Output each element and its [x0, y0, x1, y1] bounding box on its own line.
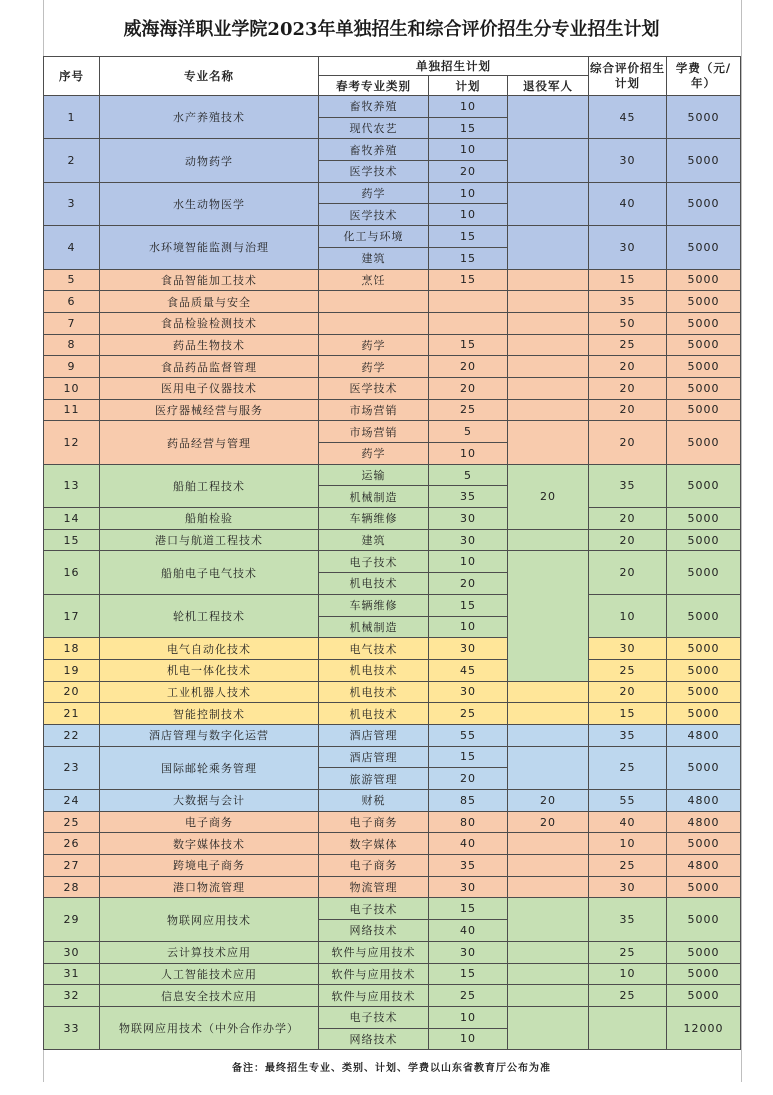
- cell-major-name: 电气自动化技术: [100, 638, 319, 660]
- cell-major-name: 人工智能技术应用: [100, 963, 319, 985]
- cell-category: 畜牧养殖: [319, 139, 429, 161]
- cell-fee: 5000: [667, 377, 741, 399]
- cell-major-name: 电子商务: [100, 811, 319, 833]
- cell-plan: 35: [429, 855, 508, 877]
- cell-plan: 15: [429, 594, 508, 616]
- table-row: [44, 898, 741, 920]
- table-row: [44, 312, 741, 334]
- cell-plan: 80: [429, 811, 508, 833]
- cell-category: [319, 312, 429, 334]
- cell-major-name: 国际邮轮乘务管理: [100, 746, 319, 789]
- cell-comprehensive: 30: [589, 876, 667, 898]
- cell-comprehensive: 35: [589, 464, 667, 507]
- cell-plan: 25: [429, 399, 508, 421]
- cell-major-name: 信息安全技术应用: [100, 985, 319, 1007]
- cell-comprehensive: 25: [589, 334, 667, 356]
- cell-fee: 5000: [667, 898, 741, 941]
- table-row: [44, 182, 741, 204]
- cell-veteran: 20: [508, 811, 589, 833]
- table-row: [44, 377, 741, 399]
- cell-major-name: 大数据与会计: [100, 790, 319, 812]
- cell-fee: 5000: [667, 746, 741, 789]
- cell-major-name: 水产养殖技术: [100, 96, 319, 139]
- cell-category: 电子商务: [319, 811, 429, 833]
- cell-fee: 4800: [667, 811, 741, 833]
- cell-major-name: 水环境智能监测与治理: [100, 226, 319, 269]
- cell-veteran: [508, 96, 589, 139]
- cell-no: 4: [44, 226, 100, 269]
- header-fee: 学费（元/年）: [667, 57, 741, 96]
- cell-plan: 10: [429, 139, 508, 161]
- table-row: [44, 855, 741, 877]
- cell-major-name: 工业机器人技术: [100, 681, 319, 703]
- table-row: [44, 464, 741, 486]
- table-row: [44, 508, 741, 530]
- cell-comprehensive: 35: [589, 291, 667, 313]
- cell-fee: 5000: [667, 551, 741, 594]
- table-row: [44, 96, 741, 118]
- cell-category: 畜牧养殖: [319, 96, 429, 118]
- table-row: [44, 356, 741, 378]
- cell-fee: 5000: [667, 312, 741, 334]
- cell-veteran: [508, 876, 589, 898]
- cell-veteran: [508, 421, 589, 464]
- cell-plan: 30: [429, 529, 508, 551]
- cell-no: 29: [44, 898, 100, 941]
- cell-major-name: 智能控制技术: [100, 703, 319, 725]
- cell-veteran: [508, 312, 589, 334]
- cell-no: 22: [44, 724, 100, 746]
- cell-fee: 4800: [667, 724, 741, 746]
- cell-category: [319, 291, 429, 313]
- cell-plan: 15: [429, 898, 508, 920]
- cell-major-name: 水生动物医学: [100, 182, 319, 225]
- cell-plan: 30: [429, 638, 508, 660]
- cell-category: 建筑: [319, 529, 429, 551]
- cell-category: 建筑: [319, 247, 429, 269]
- table-body: [44, 96, 741, 1050]
- cell-fee: 5000: [667, 876, 741, 898]
- cell-category: 电气技术: [319, 638, 429, 660]
- cell-category: 软件与应用技术: [319, 941, 429, 963]
- cell-veteran: [508, 833, 589, 855]
- cell-no: 33: [44, 1006, 100, 1049]
- table-row: [44, 1006, 741, 1028]
- cell-no: 20: [44, 681, 100, 703]
- cell-no: 30: [44, 941, 100, 963]
- table-row: [44, 421, 741, 443]
- cell-veteran: 20: [508, 790, 589, 812]
- cell-no: 18: [44, 638, 100, 660]
- cell-comprehensive: 35: [589, 724, 667, 746]
- cell-plan: 45: [429, 659, 508, 681]
- cell-fee: 5000: [667, 594, 741, 637]
- cell-category: 网络技术: [319, 920, 429, 942]
- cell-veteran: [508, 226, 589, 269]
- cell-no: 6: [44, 291, 100, 313]
- cell-fee: 5000: [667, 421, 741, 464]
- cell-major-name: 港口与航道工程技术: [100, 529, 319, 551]
- cell-comprehensive: 10: [589, 833, 667, 855]
- cell-no: 24: [44, 790, 100, 812]
- cell-no: 9: [44, 356, 100, 378]
- cell-plan: 10: [429, 443, 508, 465]
- cell-no: 8: [44, 334, 100, 356]
- cell-no: 13: [44, 464, 100, 507]
- table-row: [44, 638, 741, 660]
- cell-comprehensive: 15: [589, 269, 667, 291]
- cell-plan: 15: [429, 117, 508, 139]
- cell-category: 车辆维修: [319, 594, 429, 616]
- cell-plan: 20: [429, 356, 508, 378]
- cell-plan: 30: [429, 941, 508, 963]
- cell-veteran: [508, 681, 589, 703]
- cell-category: 数字媒体: [319, 833, 429, 855]
- cell-comprehensive: 35: [589, 898, 667, 941]
- cell-comprehensive: 30: [589, 226, 667, 269]
- cell-no: 19: [44, 659, 100, 681]
- cell-no: 25: [44, 811, 100, 833]
- cell-major-name: 船舶工程技术: [100, 464, 319, 507]
- cell-fee: 5000: [667, 681, 741, 703]
- cell-fee: 5000: [667, 833, 741, 855]
- cell-major-name: 医用电子仪器技术: [100, 377, 319, 399]
- cell-no: 5: [44, 269, 100, 291]
- table-row: [44, 833, 741, 855]
- cell-veteran: [508, 746, 589, 789]
- table-row: [44, 139, 741, 161]
- cell-category: 机电技术: [319, 659, 429, 681]
- cell-comprehensive: 20: [589, 421, 667, 464]
- cell-category: 市场营销: [319, 421, 429, 443]
- cell-category: 医学技术: [319, 161, 429, 183]
- cell-comprehensive: 10: [589, 963, 667, 985]
- cell-plan: 40: [429, 833, 508, 855]
- cell-fee: 5000: [667, 334, 741, 356]
- cell-veteran: [508, 291, 589, 313]
- cell-category: 财税: [319, 790, 429, 812]
- cell-category: 医学技术: [319, 377, 429, 399]
- cell-major-name: 医疗器械经营与服务: [100, 399, 319, 421]
- cell-comprehensive: 20: [589, 508, 667, 530]
- cell-veteran: [508, 941, 589, 963]
- cell-plan: 5: [429, 464, 508, 486]
- cell-plan: 10: [429, 182, 508, 204]
- cell-comprehensive: 20: [589, 399, 667, 421]
- header-major: 专业名称: [100, 57, 319, 96]
- cell-no: 16: [44, 551, 100, 594]
- cell-veteran: [508, 182, 589, 225]
- cell-comprehensive: 25: [589, 659, 667, 681]
- cell-fee: 5000: [667, 399, 741, 421]
- cell-plan: 15: [429, 746, 508, 768]
- table-row: [44, 659, 741, 681]
- cell-category: 软件与应用技术: [319, 985, 429, 1007]
- cell-veteran: 20: [508, 464, 589, 529]
- cell-plan: 20: [429, 161, 508, 183]
- table-row: [44, 269, 741, 291]
- cell-veteran: [508, 898, 589, 941]
- table-row: [44, 226, 741, 248]
- cell-category: 药学: [319, 443, 429, 465]
- cell-category: 药学: [319, 334, 429, 356]
- cell-major-name: 轮机工程技术: [100, 594, 319, 637]
- header-plan: 计划: [429, 76, 508, 96]
- cell-no: 21: [44, 703, 100, 725]
- cell-plan: 30: [429, 508, 508, 530]
- table-row: [44, 963, 741, 985]
- cell-plan: 40: [429, 920, 508, 942]
- cell-fee: 12000: [667, 1006, 741, 1049]
- table-row: [44, 876, 741, 898]
- cell-plan: 5: [429, 421, 508, 443]
- cell-veteran: [508, 529, 589, 551]
- cell-veteran: [508, 724, 589, 746]
- cell-category: 旅游管理: [319, 768, 429, 790]
- cell-major-name: 药品经营与管理: [100, 421, 319, 464]
- cell-fee: 5000: [667, 985, 741, 1007]
- cell-plan: 15: [429, 963, 508, 985]
- cell-plan: 15: [429, 269, 508, 291]
- cell-plan: 10: [429, 551, 508, 573]
- cell-no: 26: [44, 833, 100, 855]
- cell-major-name: 物联网应用技术（中外合作办学）: [100, 1006, 319, 1049]
- cell-category: 软件与应用技术: [319, 963, 429, 985]
- cell-fee: 4800: [667, 790, 741, 812]
- cell-category: 机械制造: [319, 486, 429, 508]
- cell-category: 药学: [319, 182, 429, 204]
- cell-plan: 20: [429, 377, 508, 399]
- cell-plan: 10: [429, 204, 508, 226]
- table-row: [44, 594, 741, 616]
- cell-plan: 10: [429, 96, 508, 118]
- cell-fee: 5000: [667, 529, 741, 551]
- cell-category: 电子技术: [319, 551, 429, 573]
- cell-major-name: 船舶检验: [100, 508, 319, 530]
- cell-no: 1: [44, 96, 100, 139]
- cell-category: 运输: [319, 464, 429, 486]
- cell-no: 32: [44, 985, 100, 1007]
- cell-veteran: [508, 334, 589, 356]
- cell-comprehensive: 30: [589, 139, 667, 182]
- cell-plan: 15: [429, 226, 508, 248]
- cell-comprehensive: [589, 1006, 667, 1049]
- cell-major-name: 食品药品监督管理: [100, 356, 319, 378]
- cell-plan: 10: [429, 616, 508, 638]
- cell-no: 27: [44, 855, 100, 877]
- cell-veteran: [508, 269, 589, 291]
- page-title: 威海海洋职业学院2023年单独招生和综合评价招生分专业招生计划: [123, 19, 660, 40]
- cell-plan: 15: [429, 334, 508, 356]
- cell-category: 化工与环境: [319, 226, 429, 248]
- cell-major-name: 药品生物技术: [100, 334, 319, 356]
- cell-plan: [429, 291, 508, 313]
- cell-category: 现代农艺: [319, 117, 429, 139]
- table-row: [44, 724, 741, 746]
- header-category: 春考专业类别: [319, 76, 429, 96]
- cell-category: 电子技术: [319, 1006, 429, 1028]
- cell-no: 11: [44, 399, 100, 421]
- table-row: [44, 746, 741, 768]
- cell-category: 市场营销: [319, 399, 429, 421]
- cell-plan: 20: [429, 573, 508, 595]
- cell-fee: 5000: [667, 182, 741, 225]
- cell-category: 机械制造: [319, 616, 429, 638]
- table-row: [44, 811, 741, 833]
- cell-category: 车辆维修: [319, 508, 429, 530]
- cell-category: 酒店管理: [319, 724, 429, 746]
- cell-fee: 5000: [667, 356, 741, 378]
- cell-comprehensive: 25: [589, 855, 667, 877]
- cell-fee: 5000: [667, 291, 741, 313]
- cell-plan: 15: [429, 247, 508, 269]
- cell-major-name: 船舶电子电气技术: [100, 551, 319, 594]
- cell-category: 电子技术: [319, 898, 429, 920]
- cell-plan: [429, 312, 508, 334]
- table-row: [44, 551, 741, 573]
- header-veteran: 退役军人: [508, 76, 589, 96]
- cell-major-name: 物联网应用技术: [100, 898, 319, 941]
- cell-category: 网络技术: [319, 1028, 429, 1050]
- cell-category: 酒店管理: [319, 746, 429, 768]
- cell-major-name: 数字媒体技术: [100, 833, 319, 855]
- cell-comprehensive: 25: [589, 746, 667, 789]
- cell-category: 烹饪: [319, 269, 429, 291]
- table-row: [44, 790, 741, 812]
- cell-major-name: 酒店管理与数字化运营: [100, 724, 319, 746]
- cell-plan: 10: [429, 1028, 508, 1050]
- cell-veteran: [508, 985, 589, 1007]
- cell-no: 12: [44, 421, 100, 464]
- cell-veteran: [508, 399, 589, 421]
- cell-comprehensive: 10: [589, 594, 667, 637]
- cell-major-name: 动物药学: [100, 139, 319, 182]
- cell-comprehensive: 20: [589, 681, 667, 703]
- cell-comprehensive: 25: [589, 985, 667, 1007]
- cell-fee: 5000: [667, 508, 741, 530]
- cell-category: 机电技术: [319, 703, 429, 725]
- cell-comprehensive: 20: [589, 551, 667, 594]
- cell-major-name: 跨境电子商务: [100, 855, 319, 877]
- cell-no: 23: [44, 746, 100, 789]
- cell-veteran: [508, 551, 589, 681]
- cell-veteran: [508, 963, 589, 985]
- cell-plan: 20: [429, 768, 508, 790]
- cell-fee: 5000: [667, 638, 741, 660]
- cell-category: 电子商务: [319, 855, 429, 877]
- cell-category: 机电技术: [319, 573, 429, 595]
- cell-major-name: 食品智能加工技术: [100, 269, 319, 291]
- cell-no: 14: [44, 508, 100, 530]
- table-row: [44, 681, 741, 703]
- cell-no: 10: [44, 377, 100, 399]
- header-no: 序号: [44, 57, 100, 96]
- cell-comprehensive: 20: [589, 356, 667, 378]
- cell-veteran: [508, 703, 589, 725]
- cell-comprehensive: 50: [589, 312, 667, 334]
- cell-comprehensive: 30: [589, 638, 667, 660]
- cell-no: 17: [44, 594, 100, 637]
- cell-no: 3: [44, 182, 100, 225]
- cell-major-name: 机电一体化技术: [100, 659, 319, 681]
- cell-fee: 5000: [667, 703, 741, 725]
- cell-no: 31: [44, 963, 100, 985]
- cell-category: 药学: [319, 356, 429, 378]
- cell-plan: 55: [429, 724, 508, 746]
- cell-plan: 25: [429, 703, 508, 725]
- cell-comprehensive: 55: [589, 790, 667, 812]
- cell-fee: 5000: [667, 96, 741, 139]
- cell-no: 7: [44, 312, 100, 334]
- cell-category: 机电技术: [319, 681, 429, 703]
- cell-major-name: 云计算技术应用: [100, 941, 319, 963]
- header-single-plan: 单独招生计划: [319, 57, 589, 76]
- cell-comprehensive: 40: [589, 811, 667, 833]
- cell-veteran: [508, 855, 589, 877]
- cell-comprehensive: 15: [589, 703, 667, 725]
- cell-plan: 30: [429, 876, 508, 898]
- cell-comprehensive: 20: [589, 377, 667, 399]
- cell-fee: 5000: [667, 464, 741, 507]
- table-row: [44, 941, 741, 963]
- table-row: [44, 334, 741, 356]
- cell-no: 28: [44, 876, 100, 898]
- cell-comprehensive: 45: [589, 96, 667, 139]
- header-comprehensive: 综合评价招生计划: [589, 57, 667, 96]
- cell-major-name: 食品检验检测技术: [100, 312, 319, 334]
- cell-plan: 35: [429, 486, 508, 508]
- cell-veteran: [508, 356, 589, 378]
- cell-category: 物流管理: [319, 876, 429, 898]
- footnote: 备注：最终招生专业、类别、计划、学费以山东省教育厅公布为准: [232, 1063, 551, 1074]
- cell-plan: 25: [429, 985, 508, 1007]
- cell-plan: 30: [429, 681, 508, 703]
- table-row: [44, 399, 741, 421]
- enrollment-plan-table: [43, 56, 741, 1050]
- cell-no: 2: [44, 139, 100, 182]
- cell-plan: 10: [429, 1006, 508, 1028]
- cell-fee: 4800: [667, 855, 741, 877]
- cell-comprehensive: 40: [589, 182, 667, 225]
- cell-fee: 5000: [667, 659, 741, 681]
- table-row: [44, 291, 741, 313]
- cell-fee: 5000: [667, 139, 741, 182]
- cell-veteran: [508, 377, 589, 399]
- cell-comprehensive: 20: [589, 529, 667, 551]
- cell-veteran: [508, 139, 589, 182]
- cell-veteran: [508, 1006, 589, 1049]
- cell-major-name: 港口物流管理: [100, 876, 319, 898]
- cell-fee: 5000: [667, 963, 741, 985]
- cell-fee: 5000: [667, 941, 741, 963]
- cell-major-name: 食品质量与安全: [100, 291, 319, 313]
- table-row: [44, 529, 741, 551]
- cell-fee: 5000: [667, 226, 741, 269]
- table-row: [44, 703, 741, 725]
- cell-category: 医学技术: [319, 204, 429, 226]
- cell-comprehensive: 25: [589, 941, 667, 963]
- cell-fee: 5000: [667, 269, 741, 291]
- cell-plan: 85: [429, 790, 508, 812]
- table-row: [44, 985, 741, 1007]
- cell-no: 15: [44, 529, 100, 551]
